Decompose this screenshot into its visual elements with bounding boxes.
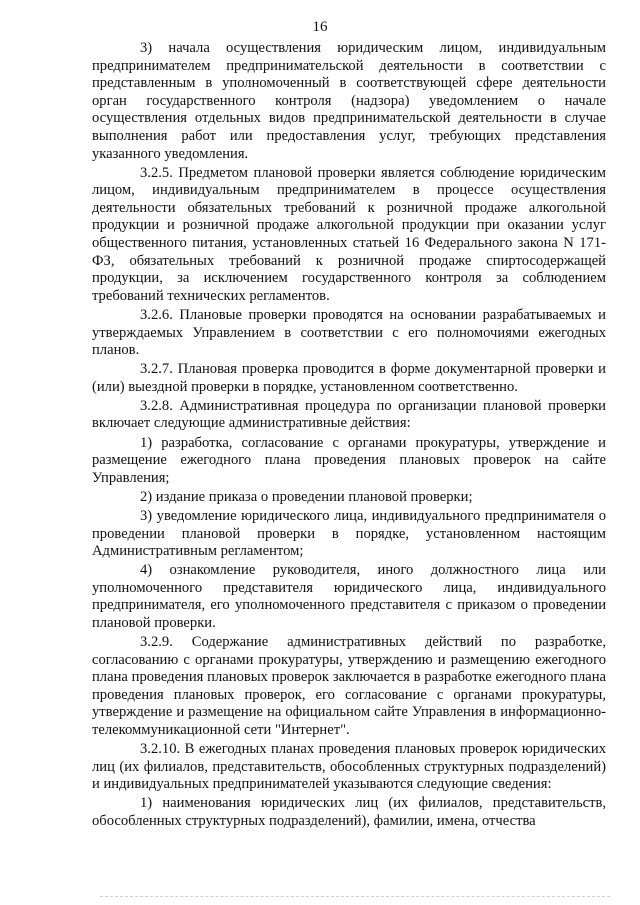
paragraph-3-2-8: 3.2.8. Административная процедура по организации плановой проверки включает следующие административные действия: — [92, 397, 606, 432]
paragraph-3-2-9: 3.2.9. Содержание административных действий по разработке, согласованию с органами прокуратуры, утверждению и размещению ежегодного плана проведения плановых проверок заключается в разработке ежегодного плана проведения плановых проверок, его согласование с органами прокуратуры, утверждение и размещение на официальном сайте Управления в информационно-телекоммуникационной сети "Интернет". — [92, 634, 606, 739]
paragraph-3-2-5: 3.2.5. Предметом плановой проверки является соблюдение юридическим лицом, индивидуальным предпринимателем в процессе осуществления деятельности обязательных требований к розничной продаже алкогольной продукции и розничной продаже алкогольной продукции при оказании услуг общественного питания, установленных статьей 16 Федерального закона N 171-ФЗ, обязательных требований к розничной продаже спиртосодержащей продукции, за исключением государственного контроля за соблюдением требований технических регламентов. — [92, 164, 606, 304]
page-number: 16 — [312, 19, 328, 35]
paragraph-3-2-6: 3.2.6. Плановые проверки проводятся на основании разрабатываемых и утверждаемых Управлением в соответствии с его полномочиями ежегодных планов. — [92, 306, 606, 359]
list-item-3: 3) уведомление юридического лица, индивидуального предпринимателя о проведении плановой проверки в порядке, установленном настоящим Административным регламентом; — [92, 507, 606, 560]
document-body — [92, 40, 606, 832]
scan-bottom-edge — [100, 896, 610, 899]
list-item-1-names: 1) наименования юридических лиц (их филиалов, представительств, обособленных структурных подразделений), фамилии, имена, отчества — [92, 795, 606, 830]
paragraph-item-3: 3) начала осуществления юридическим лицом, индивидуальным предпринимателем предпринимательской деятельности в соответствии с представленным в уполномоченный в соответствующей сфере деятельности орган государственного контроля (надзора) уведомлением о начале осуществления отдельных видов предпринимательской деятельности в случае выполнения работ или предоставления услуг, требующих представления указанного уведомления. — [92, 40, 606, 162]
paragraph-3-2-10: 3.2.10. В ежегодных планах проведения плановых проверок юридических лиц (их филиалов, представительств, обособленных структурных подразделений) и индивидуальных предпринимателей указываются следующие сведения: — [92, 741, 606, 793]
paragraph-3-2-7: 3.2.7. Плановая проверка проводится в форме документарной проверки и (или) выездной проверки в порядке, установленном соответственно. — [92, 361, 606, 395]
list-item-4: 4) ознакомление руководителя, иного должностного лица или уполномоченного представителя юридического лица, индивидуального предпринимателя, его уполномоченного представителя с приказом о проведении плановой проверки. — [92, 562, 606, 631]
list-item-2: 2) издание приказа о проведении плановой проверки; — [140, 488, 473, 505]
list-item-1: 1) разработка, согласование с органами прокуратуры, утверждение и размещение ежегодного плана проведения плановых проверок на сайте Управления; — [92, 434, 606, 486]
